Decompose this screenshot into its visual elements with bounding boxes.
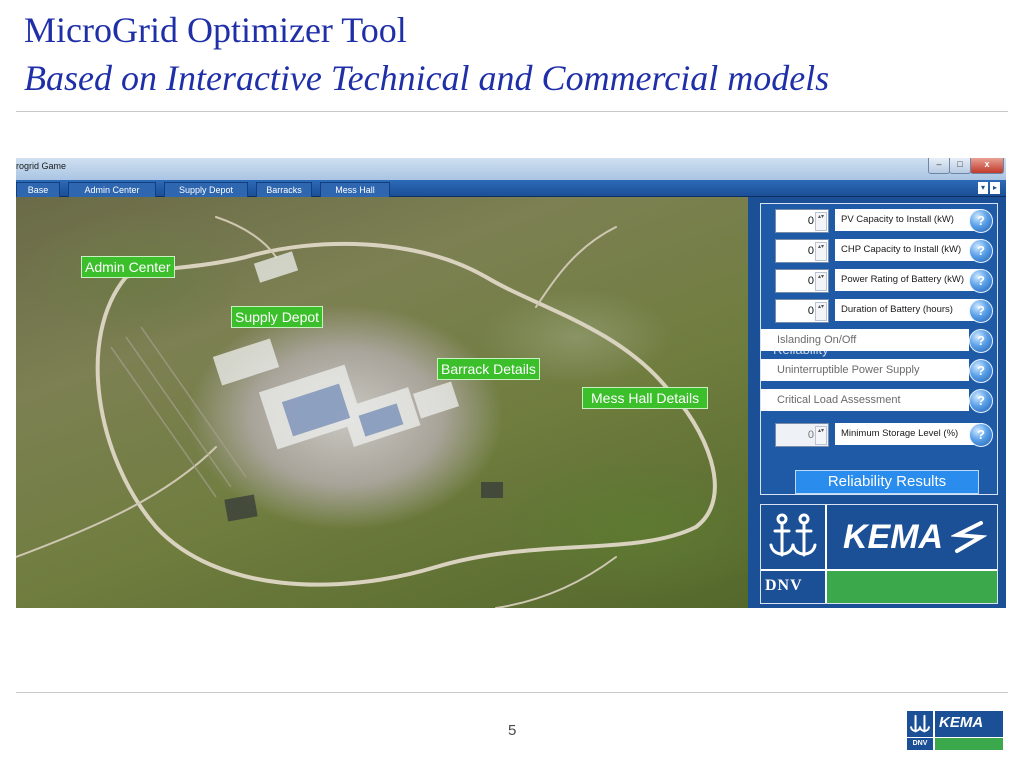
slide-subtitle: Based on Interactive Technical and Commercial models — [24, 58, 830, 98]
maximize-button[interactable] — [949, 158, 971, 174]
islanding-label: Islanding On/Off — [761, 329, 969, 351]
admin-center-label[interactable]: Admin Center — [81, 256, 175, 278]
minimize-icon: – — [936, 159, 942, 169]
dnv-wordmark — [761, 571, 825, 603]
help-icon[interactable]: ? — [969, 269, 993, 293]
critical-load-label: Critical Load Assessment — [761, 389, 969, 411]
spinner-arrows-icon[interactable]: ▴▾ — [815, 212, 827, 231]
chp-capacity-value: 0 — [807, 245, 814, 257]
reliability-results-button[interactable]: Reliability Results — [795, 470, 979, 494]
tab-admin-center[interactable]: Admin Center — [68, 182, 156, 197]
minimize-button[interactable] — [928, 158, 950, 174]
help-icon[interactable]: ? — [969, 329, 993, 353]
islanding-checkbox-row[interactable] — [761, 329, 977, 353]
help-icon[interactable]: ? — [969, 423, 993, 447]
battery-duration-row — [775, 299, 991, 323]
ups-label: Uninterruptible Power Supply — [761, 359, 969, 381]
battery-power-value: 0 — [807, 275, 814, 287]
page-number: 5 — [508, 722, 517, 739]
spinner-arrows-icon[interactable]: ▴▾ — [815, 272, 827, 291]
mess-hall-details-label[interactable]: Mess Hall Details — [582, 387, 708, 409]
battery-duration-input[interactable] — [775, 299, 829, 323]
footer-kema-text: KEMA — [939, 714, 984, 731]
microgrid-game-window — [16, 158, 1006, 608]
slide-title: MicroGrid Optimizer Tool — [24, 10, 407, 50]
input-group — [760, 203, 998, 495]
supply-depot-label[interactable]: Supply Depot — [231, 306, 323, 328]
window-titlebar[interactable] — [16, 158, 1006, 180]
battery-duration-label: Duration of Battery (hours) — [835, 299, 983, 321]
close-icon: x — [984, 159, 990, 169]
chp-capacity-label: CHP Capacity to Install (kW) — [835, 239, 983, 261]
pv-capacity-row — [775, 209, 991, 233]
storage-level-row — [775, 423, 991, 447]
help-icon[interactable]: ? — [969, 239, 993, 263]
footer-kema-wordmark — [935, 711, 1003, 737]
tab-scroll-right-icon[interactable]: ▸ — [990, 182, 1000, 194]
battery-power-row — [775, 269, 991, 293]
spinner-arrows-icon[interactable]: ▴▾ — [815, 426, 827, 445]
tab-supply-depot[interactable]: Supply Depot — [164, 182, 248, 197]
kema-text: KEMA — [843, 518, 944, 556]
storage-level-value: 0 — [807, 429, 814, 441]
dnv-text: DNV — [765, 577, 803, 594]
close-button[interactable] — [970, 158, 1004, 174]
critical-load-checkbox-row[interactable] — [761, 389, 977, 413]
storage-level-label: Minimum Storage Level (%) — [835, 423, 983, 445]
tab-scroll-down-icon[interactable]: ▾ — [978, 182, 988, 194]
pv-capacity-value: 0 — [807, 215, 814, 227]
spinner-arrows-icon[interactable]: ▴▾ — [815, 242, 827, 261]
barrack-details-label[interactable]: Barrack Details — [437, 358, 540, 380]
kema-wordmark — [827, 505, 997, 569]
help-icon[interactable]: ? — [969, 389, 993, 413]
logo-green-band — [827, 571, 997, 603]
storage-level-input[interactable] — [775, 423, 829, 447]
footer-anchor-icon — [907, 711, 933, 737]
control-panel — [750, 197, 1006, 608]
header-divider — [16, 111, 1008, 112]
footer-dnv-text: DNV — [907, 738, 933, 750]
dnv-kema-logo — [760, 504, 998, 604]
footer-divider — [16, 692, 1008, 693]
tab-bar — [16, 180, 1006, 197]
chp-capacity-input[interactable] — [775, 239, 829, 263]
help-icon[interactable]: ? — [969, 299, 993, 323]
footer-green-band — [935, 738, 1003, 750]
tab-barracks[interactable]: Barracks — [256, 182, 312, 197]
maximize-icon: □ — [957, 159, 963, 169]
help-icon[interactable]: ? — [969, 209, 993, 233]
tab-mess-hall[interactable]: Mess Hall — [320, 182, 390, 197]
window-title: rogrid Game — [16, 161, 67, 171]
battery-duration-value: 0 — [807, 305, 814, 317]
kema-lightning-icon — [951, 519, 987, 555]
tab-base[interactable]: Base — [16, 182, 60, 197]
ups-checkbox-row[interactable] — [761, 359, 977, 383]
footer-dnv-kema-logo — [907, 711, 1003, 750]
base-aerial-map — [16, 197, 748, 608]
battery-power-input[interactable] — [775, 269, 829, 293]
anchor-logo-icon — [761, 505, 825, 569]
pv-capacity-label: PV Capacity to Install (kW) — [835, 209, 983, 231]
spinner-arrows-icon[interactable]: ▴▾ — [815, 302, 827, 321]
battery-power-label: Power Rating of Battery (kW) — [835, 269, 983, 291]
chp-capacity-row — [775, 239, 991, 263]
help-icon[interactable]: ? — [969, 359, 993, 383]
pv-capacity-input[interactable] — [775, 209, 829, 233]
